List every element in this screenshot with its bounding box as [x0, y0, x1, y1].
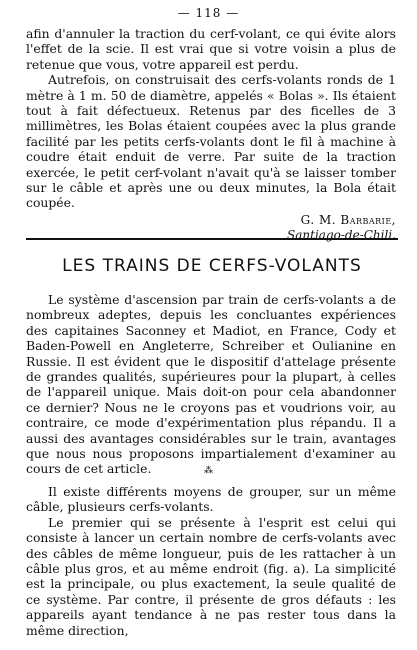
paragraph: Le premier qui se présente à l'esprit est celui qui consiste à lancer un certain nombre de cerfs-volants avec des câbles de même longueur, puis de les rattacher à un câble plus gros, et au même endroit (fig. a). La simplicité est la principale, ou plus exactement, la seule qualité de ce système. Par contre, il présente de gros défauts : les appareils ayant tendance à ne pas rester tous dans la même direction,: [26, 514, 396, 638]
article-body-continued: [26, 484, 396, 638]
page-number: — 118 —: [177, 6, 240, 20]
margin-scan-artifact: [409, 520, 415, 630]
section-divider: [26, 238, 398, 240]
paragraph: afin d'annuler la traction du cerf-volant, ce qui évite alors l'effet de la scie. Il est vrai que si votre voisin a plus de retenue que vous, votre appareil est perdu.: [26, 26, 396, 72]
author-name: G. M. Barbarie,: [300, 212, 396, 227]
article-body: [26, 292, 396, 477]
paragraph: Autrefois, on construisait des cerfs-volants ronds de 1 mètre à 1 m. 50 de diamètre, appelés « Bolas ». Ils étaient tout à fait défectueux. Retenus par des ficelles de 3 millimètres, les Bolas étaient coupées avec la plus grande facilité par les petits cerfs-volants dont le fil à machine à coudre était enduit de verre. Par suite de la traction exercée, le petit cerf-volant n'avait qu'à se laisser tomber sur le câble et après une ou deux minutes, la Bola était coupée.: [26, 72, 396, 211]
paragraph: Le système d'ascension par train de cerfs-volants a de nombreux adeptes, depuis les concluantes expériences des capitaines Saconney et Madiot, en France, Cody et Baden-Powell en Angleterre, Schreiber et Oulianine en Russie. Il est évident que le dispositif d'attelage présente de grandes qualités, supérieures pour la plupart, à celles de l'appareil unique. Mais doit-on pour cela abandonner ce dernier? Nous ne le croyons pas et voudrions voir, au contraire, ce mode d'expérimentation plus répandu. Il a aussi des avantages considérables sur le train, avantages que nous nous proposons impartialement d'examiner au cours de cet article.: [26, 292, 396, 477]
article-title: LES TRAINS DE CERFS-VOLANTS: [62, 256, 362, 276]
asterism-separator: ⁂: [204, 466, 213, 476]
previous-article-ending: [26, 26, 396, 243]
author-location: Santiago-de-Chili.: [287, 227, 396, 242]
paragraph: Il existe différents moyens de grouper, sur un même câble, plusieurs cerfs-volants.: [26, 484, 396, 515]
